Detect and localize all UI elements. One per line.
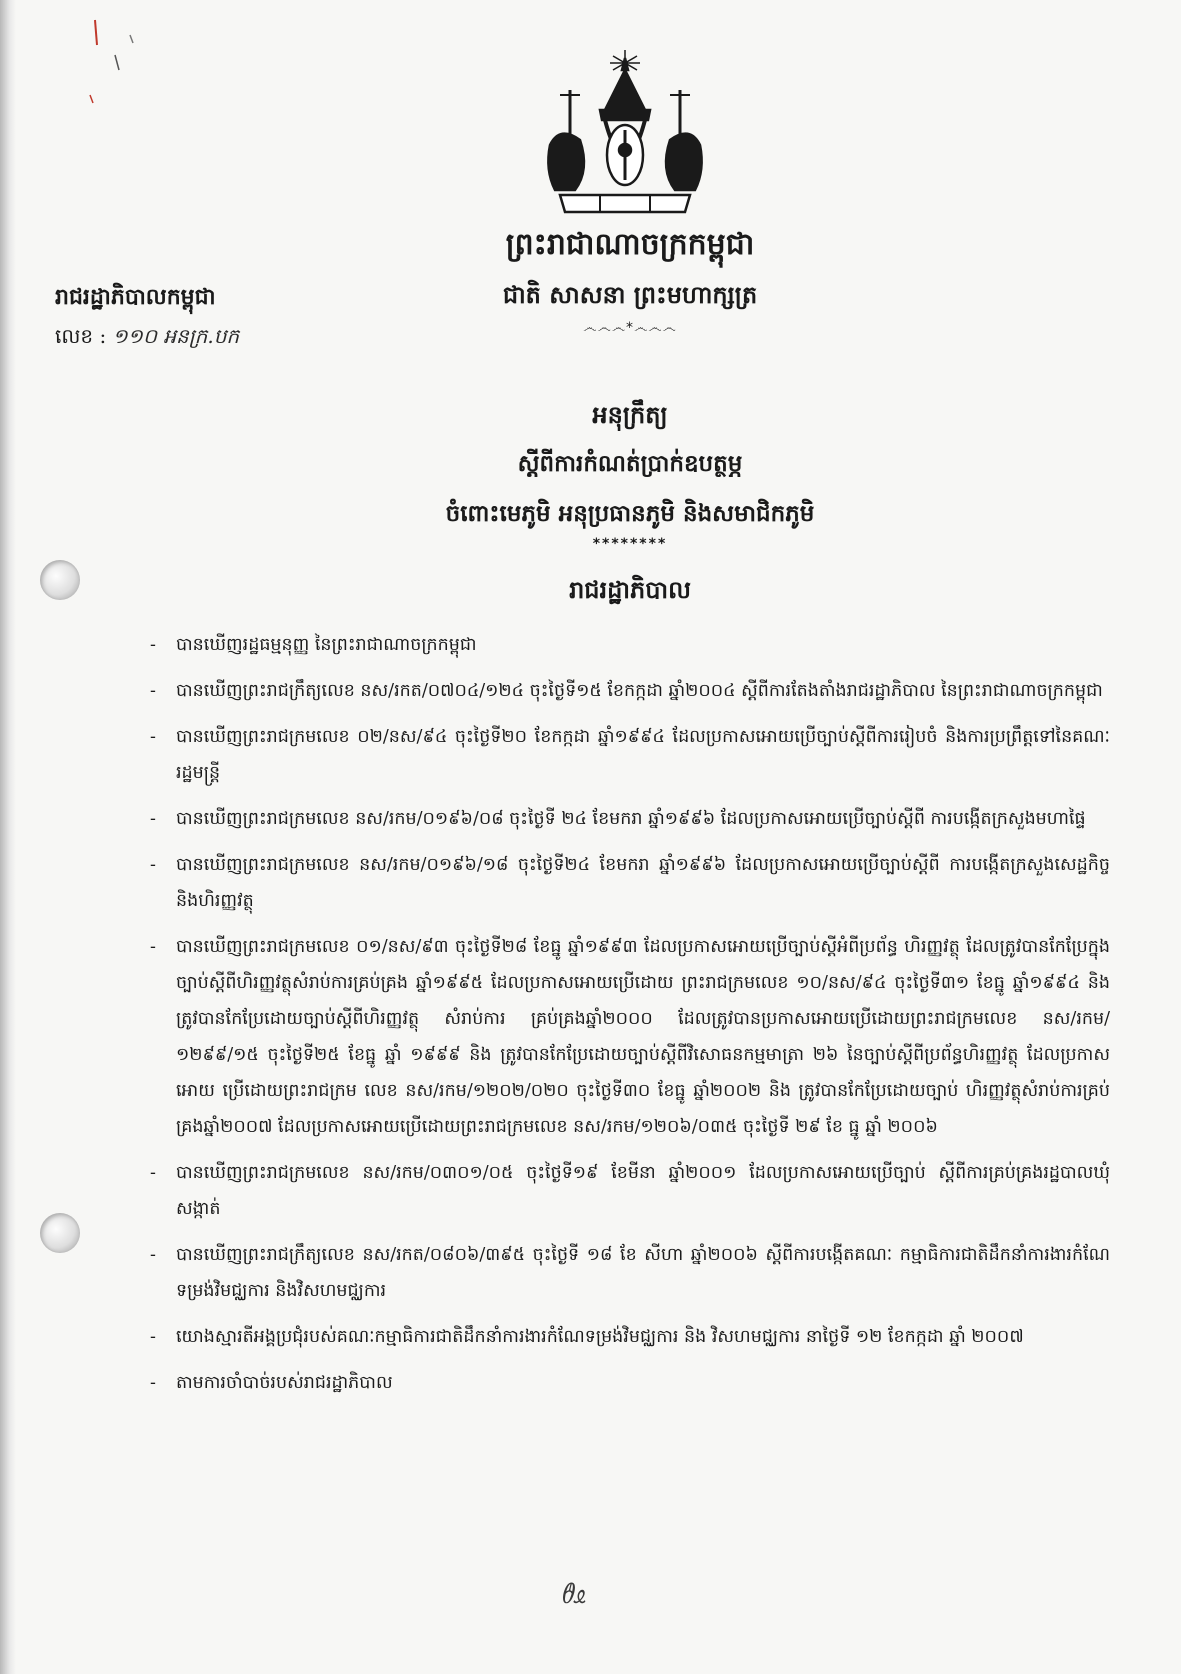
clause-item: - បានឃើញព្រះរាជក្រឹត្យលេខ នស/រកត/០៧០៤/១២៤ ចុះថ្ងៃទី១៥ ខែកក្កដា ឆ្នាំ២០០៤ ស្តីពីការតែងតាំងរាជរដ្ឋាភិបាល នៃព្រះរាជាណាចក្រកម្ពុជា — [150, 673, 1110, 709]
header-ornament: ෴෴෴*෴෴෴ — [583, 320, 677, 336]
reference-label: លេខ : — [55, 324, 107, 348]
clause-item: - បានឃើញព្រះរាជក្រមលេខ នស/រកម/០១៩៦/០៨ ចុះថ្ងៃទី ២៤ ខែមករា ឆ្នាំ១៩៩៦ ដែលប្រកាសអោយប្រើច្បាប់ស្តីពី ការបង្កើតក្រសួងមហាផ្ទៃ — [150, 801, 1110, 837]
issuer-name: រាជរដ្ឋាភិបាលកម្ពុជា — [55, 284, 216, 310]
clause-item: - យោងស្មារតីអង្គប្រជុំរបស់គណៈកម្មាធិការជាតិដឹកនាំការងារកំណែទម្រង់វិមជ្ឈការ និង វិសហមជ្ឈការ នាថ្ងៃទី ១២ ខែកក្កដា ឆ្នាំ ២០០៧ — [150, 1319, 1110, 1355]
punch-hole-bottom — [40, 1213, 80, 1253]
clause-item: - បានឃើញព្រះរាជក្រមលេខ នស/រកម/០១៩៦/១៨ ចុះថ្ងៃទី២៤ ខែមករា ឆ្នាំ១៩៩៦ ដែលប្រកាសអោយប្រើច្បាប់ស្តីពី ការបង្កើតក្រសួងសេដ្ឋកិច្ច និងហិរញ្ញវត្ថុ — [150, 847, 1110, 919]
reference-value: ១១០ អនក្រ.បក — [112, 324, 240, 348]
clause-item: - បានឃើញព្រះរាជក្រឹត្យលេខ នស/រកត/០៨០៦/៣៩៥ ចុះថ្ងៃទី ១៨ ខែ សីហា ឆ្នាំ២០០៦ ស្តីពីការបង្កើតគណៈ កម្មាធិការជាតិដឹកនាំការងារកំណែទម្រង់វិមជ្ឈការ និងវិសហមជ្ឈការ — [150, 1237, 1110, 1309]
clause-item: - បានឃើញព្រះរាជក្រមលេខ ០១/នស/៩៣ ចុះថ្ងៃទី២៨ ខែធ្នូ ឆ្នាំ១៩៩៣ ដែលប្រកាសអោយប្រើច្បាប់ស្តីអំពីប្រព័ន្ធ ហិរញ្ញវត្ថុ ដែលត្រូវបានកែប្រែក្នុងច្បាប់ស្តីពីហិរញ្ញវត្ថុសំរាប់ការគ្រប់គ្រង ឆ្នាំ១៩៩៥ ដែលប្រកាសអោយប្រើដោយ ព្រះរាជក្រមលេខ ១០/នស/៩៤ ចុះថ្ងៃទី៣១ ខែធ្នូ ឆ្នាំ១៩៩៤ និងត្រូវបានកែប្រែដោយច្បាប់ស្តីពីហិរញ្ញវត្ថុ សំរាប់ការ គ្រប់គ្រងឆ្នាំ២០០០ ដែលត្រូវបានប្រកាសអោយប្រើដោយព្រះរាជក្រមលេខ នស/រកម/១២៩៩/១៥ ចុះថ្ងៃទី២៥ ខែធ្នូ ឆ្នាំ ១៩៩៩ និង ត្រូវបានកែប្រែដោយច្បាប់ស្តីពីវិសោធនកម្មមាត្រា ២៦ នៃច្បាប់ស្តីពីប្រព័ន្ធហិរញ្ញវត្ថុ ដែលប្រកាសអោយ ប្រើដោយព្រះរាជក្រម លេខ នស/រកម/១២០២/០២០ ចុះថ្ងៃទី៣០ ខែធ្នូ ឆ្នាំ២០០២ និង ត្រូវបានកែប្រែដោយច្បាប់ ហិរញ្ញវត្ថុសំរាប់ការគ្រប់គ្រងឆ្នាំ២០០៧ ដែលប្រកាសអោយប្រើដោយព្រះរាជក្រមលេខ នស/រកម/១២០៦/០៣៥ ចុះថ្ងៃទី ២៩ ខែ ធ្នូ ឆ្នាំ ២០០៦ — [150, 929, 1110, 1145]
punch-hole-top — [40, 560, 80, 600]
handwritten-initials: ᦹᦸ — [560, 1577, 586, 1610]
reference-number — [55, 323, 375, 353]
subject-line-1: ស្តីពីការកំណត់ប្រាក់ឧបត្ថម្ភ — [517, 450, 743, 477]
clause-item: - បានឃើញព្រះរាជក្រមលេខ ០២/នស/៩៤ ចុះថ្ងៃទី២០ ខែកក្កដា ឆ្នាំ១៩៩៤ ដែលប្រកាសអោយប្រើច្បាប់ស្តីពីការរៀបចំ និងការប្រព្រឹត្តទៅនៃគណៈរដ្ឋមន្ត្រី — [150, 719, 1110, 791]
kingdom-name: ព្រះរាជាណាចក្រកម្ពុជា — [505, 227, 755, 262]
government-heading: រាជរដ្ឋាភិបាល — [569, 575, 691, 604]
clause-item: - បានឃើញព្រះរាជក្រមលេខ នស/រកម/០៣០១/០៥ ចុះថ្ងៃទី១៩ ខែមីនា ឆ្នាំ២០០១ ដែលប្រកាសអោយប្រើច្បាប់ ស្តីពីការគ្រប់គ្រងរដ្ឋបាលឃុំ សង្កាត់ — [150, 1155, 1110, 1227]
document-type: អនុក្រឹត្យ — [592, 400, 668, 429]
national-motto: ជាតិ សាសនា ព្រះមហាក្សត្រ — [502, 280, 758, 309]
royal-coat-of-arms-emblem — [530, 50, 720, 220]
clause-item: - តាមការចាំបាច់របស់រាជរដ្ឋាភិបាល — [150, 1365, 1110, 1401]
scan-edge-shadow — [0, 0, 16, 1674]
subject-line-2: ចំពោះមេភូមិ អនុប្រធានភូមិ និងសមាជិកភូមិ — [445, 500, 815, 527]
clause-item: - បានឃើញរដ្ឋធម្មនុញ្ញ នៃព្រះរាជាណាចក្រកម្ពុជា — [150, 627, 1110, 663]
scan-marks — [85, 15, 155, 115]
preamble-clauses — [150, 627, 1110, 1411]
title-separator: ******** — [592, 536, 668, 552]
